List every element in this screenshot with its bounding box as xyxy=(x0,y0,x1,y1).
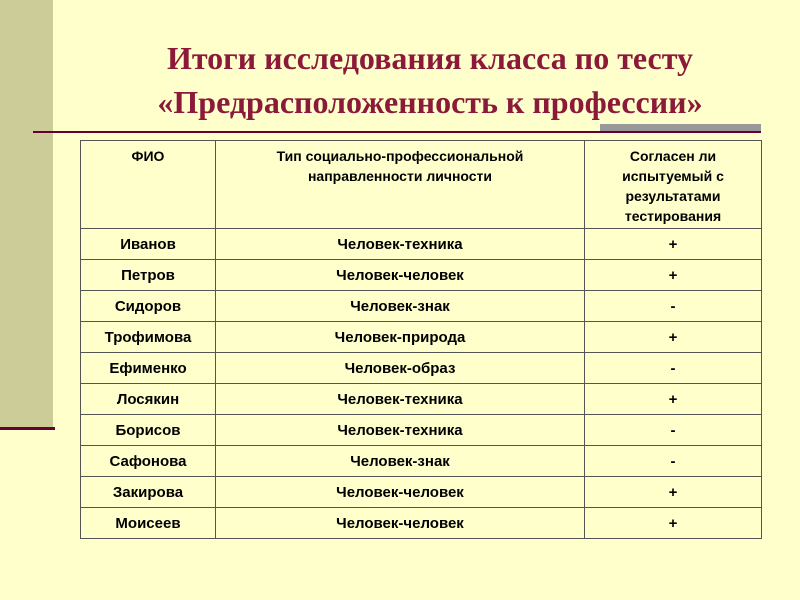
slide-title xyxy=(60,36,800,124)
table-row xyxy=(81,446,762,477)
title-line-2: «Предрасположенность к профессии» xyxy=(157,84,703,120)
table-header-row xyxy=(81,141,762,229)
cell-name: Борисов xyxy=(81,415,216,446)
table-row xyxy=(81,477,762,508)
cell-name: Трофимова xyxy=(81,322,216,353)
header-type: Тип социально-профессиональной направленности личности xyxy=(216,141,585,229)
cell-agree: + xyxy=(585,229,762,260)
table-row xyxy=(81,353,762,384)
cell-name: Сидоров xyxy=(81,291,216,322)
cell-type: Человек-знак xyxy=(216,446,585,477)
cell-type: Человек-знак xyxy=(216,291,585,322)
results-table xyxy=(80,140,762,539)
cell-type: Человек-человек xyxy=(216,508,585,539)
left-decorative-bar xyxy=(0,0,53,428)
table-row xyxy=(81,291,762,322)
cell-type: Человек-человек xyxy=(216,477,585,508)
cell-name: Закирова xyxy=(81,477,216,508)
cell-agree: - xyxy=(585,446,762,477)
table-row xyxy=(81,384,762,415)
cell-type: Человек-техника xyxy=(216,384,585,415)
cell-agree: + xyxy=(585,384,762,415)
header-agree: Согласен ли испытуемый с результатами тестирования xyxy=(585,141,762,229)
title-underline xyxy=(33,131,761,133)
table-row xyxy=(81,260,762,291)
cell-agree: - xyxy=(585,291,762,322)
cell-name: Лосякин xyxy=(81,384,216,415)
cell-agree: + xyxy=(585,260,762,291)
title-line-1: Итоги исследования класса по тесту xyxy=(166,40,694,76)
cell-name: Моисеев xyxy=(81,508,216,539)
cell-agree: + xyxy=(585,477,762,508)
header-name: ФИО xyxy=(81,141,216,229)
title-gray-bar xyxy=(600,124,761,131)
cell-agree: - xyxy=(585,415,762,446)
cell-agree: + xyxy=(585,322,762,353)
cell-type: Человек-природа xyxy=(216,322,585,353)
cell-name: Ефименко xyxy=(81,353,216,384)
cell-type: Человек-образ xyxy=(216,353,585,384)
cell-agree: + xyxy=(585,508,762,539)
cell-name: Петров xyxy=(81,260,216,291)
cell-name: Сафонова xyxy=(81,446,216,477)
cell-type: Человек-техника xyxy=(216,229,585,260)
left-accent-line xyxy=(0,427,55,430)
cell-agree: - xyxy=(585,353,762,384)
cell-type: Человек-техника xyxy=(216,415,585,446)
cell-name: Иванов xyxy=(81,229,216,260)
table-row xyxy=(81,415,762,446)
table-row xyxy=(81,508,762,539)
table-row xyxy=(81,322,762,353)
table-row xyxy=(81,229,762,260)
cell-type: Человек-человек xyxy=(216,260,585,291)
